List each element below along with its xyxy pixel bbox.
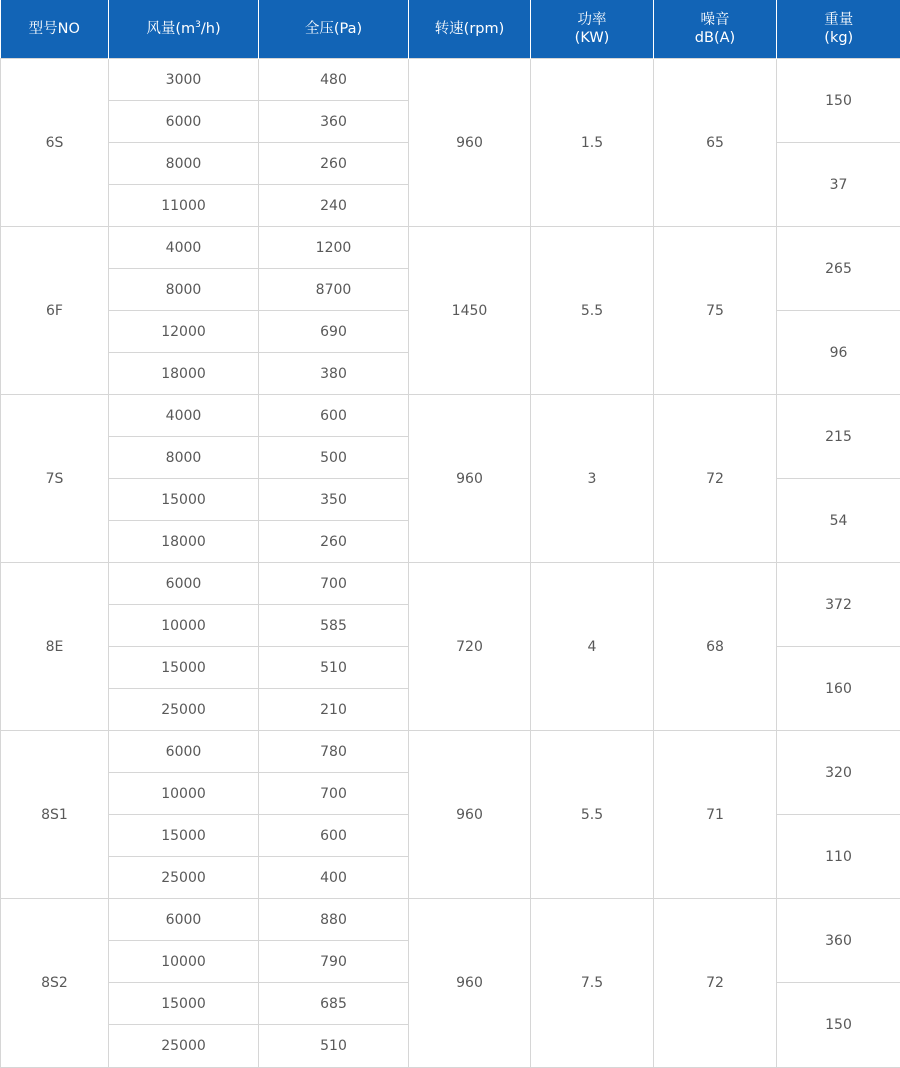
airflow-cell: 6000 xyxy=(109,899,259,941)
header-noise xyxy=(654,0,777,59)
pressure-cell: 600 xyxy=(259,395,409,437)
pressure-cell: 400 xyxy=(259,857,409,899)
model-cell: 7S xyxy=(1,395,109,563)
airflow-cell: 15000 xyxy=(109,983,259,1025)
noise-cell: 71 xyxy=(654,731,777,899)
airflow-cell: 3000 xyxy=(109,59,259,101)
table-row xyxy=(1,395,900,437)
airflow-cell: 6000 xyxy=(109,731,259,773)
header-model-label: 型号NO xyxy=(28,21,80,37)
weight-cell: 265 xyxy=(777,227,900,311)
airflow-cell: 25000 xyxy=(109,689,259,731)
header-pressure-label: 全压(Pa) xyxy=(304,21,363,37)
power-cell: 4 xyxy=(531,563,654,731)
pressure-cell: 480 xyxy=(259,59,409,101)
header-weight xyxy=(777,0,900,59)
weight-cell: 96 xyxy=(777,311,900,395)
pressure-cell: 790 xyxy=(259,941,409,983)
header-airflow-label-after: /h) xyxy=(200,21,221,37)
power-cell: 3 xyxy=(531,395,654,563)
power-cell: 5.5 xyxy=(531,227,654,395)
speed-cell: 960 xyxy=(409,59,531,227)
pressure-cell: 700 xyxy=(259,773,409,815)
power-cell: 1.5 xyxy=(531,59,654,227)
noise-cell: 75 xyxy=(654,227,777,395)
header-speed-label: 转速(rpm) xyxy=(434,21,505,37)
airflow-cell: 25000 xyxy=(109,857,259,899)
model-cell: 8E xyxy=(1,563,109,731)
weight-cell: 54 xyxy=(777,479,900,563)
header-speed xyxy=(409,0,531,59)
model-cell: 8S1 xyxy=(1,731,109,899)
power-cell: 5.5 xyxy=(531,731,654,899)
pressure-cell: 1200 xyxy=(259,227,409,269)
weight-cell: 320 xyxy=(777,731,900,815)
pressure-cell: 360 xyxy=(259,101,409,143)
table-row xyxy=(1,563,900,605)
table-row xyxy=(1,227,900,269)
header-power-label: 功率 xyxy=(577,12,607,28)
header-noise-label: 噪音 xyxy=(700,12,730,28)
airflow-cell: 8000 xyxy=(109,269,259,311)
airflow-cell: 18000 xyxy=(109,521,259,563)
speed-cell: 960 xyxy=(409,731,531,899)
pressure-cell: 260 xyxy=(259,521,409,563)
airflow-cell: 6000 xyxy=(109,101,259,143)
pressure-cell: 585 xyxy=(259,605,409,647)
pressure-cell: 880 xyxy=(259,899,409,941)
noise-cell: 72 xyxy=(654,899,777,1068)
airflow-cell: 8000 xyxy=(109,143,259,185)
header-pressure xyxy=(259,0,409,59)
table-row xyxy=(1,59,900,101)
speed-cell: 960 xyxy=(409,395,531,563)
airflow-cell: 8000 xyxy=(109,437,259,479)
airflow-cell: 15000 xyxy=(109,647,259,689)
pressure-cell: 8700 xyxy=(259,269,409,311)
airflow-cell: 15000 xyxy=(109,815,259,857)
table-row xyxy=(1,731,900,773)
airflow-cell: 10000 xyxy=(109,605,259,647)
noise-cell: 65 xyxy=(654,59,777,227)
weight-cell: 360 xyxy=(777,899,900,983)
header-airflow xyxy=(109,0,259,59)
weight-cell: 150 xyxy=(777,983,900,1068)
pressure-cell: 510 xyxy=(259,1025,409,1068)
pressure-cell: 780 xyxy=(259,731,409,773)
airflow-cell: 11000 xyxy=(109,185,259,227)
pressure-cell: 350 xyxy=(259,479,409,521)
airflow-cell: 6000 xyxy=(109,563,259,605)
weight-cell: 160 xyxy=(777,647,900,731)
weight-cell: 37 xyxy=(777,143,900,227)
weight-cell: 215 xyxy=(777,395,900,479)
airflow-cell: 4000 xyxy=(109,395,259,437)
airflow-cell: 10000 xyxy=(109,773,259,815)
pressure-cell: 380 xyxy=(259,353,409,395)
model-cell: 8S2 xyxy=(1,899,109,1068)
pressure-cell: 685 xyxy=(259,983,409,1025)
header-weight-label: 重量 xyxy=(824,12,854,28)
table-body xyxy=(1,59,900,1068)
header-power-unit: (KW) xyxy=(574,30,610,46)
pressure-cell: 510 xyxy=(259,647,409,689)
pressure-cell: 600 xyxy=(259,815,409,857)
pressure-cell: 260 xyxy=(259,143,409,185)
speed-cell: 960 xyxy=(409,899,531,1068)
header-model xyxy=(1,0,109,59)
header-row xyxy=(1,0,900,59)
pressure-cell: 210 xyxy=(259,689,409,731)
speed-cell: 720 xyxy=(409,563,531,731)
header-weight-unit: (kg) xyxy=(824,30,854,46)
header-airflow-sup: 3 xyxy=(195,20,201,31)
weight-cell: 110 xyxy=(777,815,900,899)
pressure-cell: 700 xyxy=(259,563,409,605)
airflow-cell: 4000 xyxy=(109,227,259,269)
airflow-cell: 15000 xyxy=(109,479,259,521)
airflow-cell: 25000 xyxy=(109,1025,259,1068)
header-airflow-label: 风量(m xyxy=(146,21,196,37)
noise-cell: 68 xyxy=(654,563,777,731)
header-noise-unit: dB(A) xyxy=(694,30,736,46)
weight-cell: 150 xyxy=(777,59,900,143)
weight-cell: 372 xyxy=(777,563,900,647)
airflow-cell: 10000 xyxy=(109,941,259,983)
pressure-cell: 240 xyxy=(259,185,409,227)
table-row xyxy=(1,899,900,941)
power-cell: 7.5 xyxy=(531,899,654,1068)
model-cell: 6S xyxy=(1,59,109,227)
noise-cell: 72 xyxy=(654,395,777,563)
airflow-cell: 18000 xyxy=(109,353,259,395)
airflow-cell: 12000 xyxy=(109,311,259,353)
pressure-cell: 690 xyxy=(259,311,409,353)
speed-cell: 1450 xyxy=(409,227,531,395)
model-cell: 6F xyxy=(1,227,109,395)
header-power xyxy=(531,0,654,59)
pressure-cell: 500 xyxy=(259,437,409,479)
